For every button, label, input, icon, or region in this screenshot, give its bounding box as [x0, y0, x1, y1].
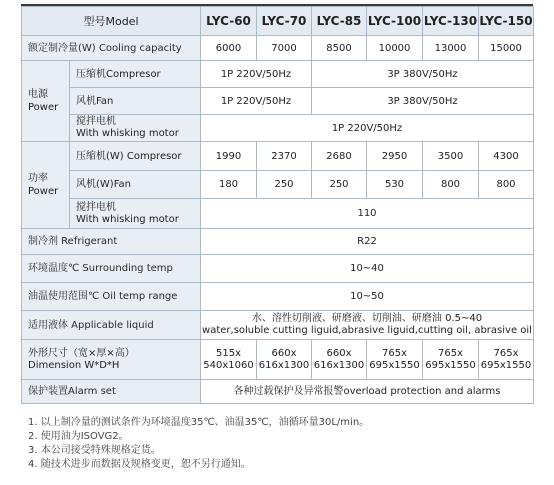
supply-compressor-label: 压缩机Compresor — [70, 61, 201, 88]
dimension-label — [22, 340, 201, 380]
table-cell: 13000 — [423, 36, 479, 61]
table-cell: 6000 — [201, 36, 257, 61]
supply-motor-label — [70, 115, 201, 142]
dim-line: 540x1060 — [203, 359, 254, 371]
table-cell — [257, 340, 312, 380]
table-cell: 800 — [423, 171, 479, 199]
model-header: LYC-130 — [423, 7, 479, 36]
table-cell: 1P 220V/50Hz — [201, 88, 312, 115]
table-cell: 530 — [367, 171, 423, 199]
table-cell: 250 — [257, 171, 312, 199]
table-cell: R22 — [201, 229, 534, 255]
rating-fan-label: 风机(W)Fan — [70, 171, 201, 199]
dimension-label-en: Dimension W*D*H — [28, 359, 120, 371]
table-cell: 3P 380V/50Hz — [312, 88, 534, 115]
table-cell: 15000 — [479, 36, 534, 61]
footnotes — [28, 416, 538, 472]
table-row — [22, 255, 534, 283]
table-row — [22, 61, 534, 88]
supply-motor-label-cn: 搅拌电机 — [76, 116, 116, 127]
table-cell: 180 — [201, 171, 257, 199]
refrigerant-label: 制冷剂 Refrigerant — [22, 229, 201, 255]
power-supply-group-line2: Power — [28, 102, 59, 113]
table-row — [22, 380, 534, 404]
model-header: LYC-70 — [257, 7, 312, 36]
table-cell: 110 — [201, 199, 534, 229]
dim-line: 660x — [271, 347, 297, 359]
table-row — [22, 88, 534, 115]
power-rating-group-line2: Power — [28, 186, 59, 197]
table-cell — [479, 340, 534, 380]
power-supply-group-line1: 电源 — [28, 89, 48, 100]
supply-fan-label: 风机Fan — [70, 88, 201, 115]
dim-line: 765x — [381, 347, 407, 359]
table-row — [22, 229, 534, 255]
dim-line: 515x — [215, 347, 241, 359]
model-header: LYC-60 — [201, 7, 257, 36]
table-cell: 4300 — [479, 142, 534, 171]
dim-line: 616x1300 — [313, 359, 365, 371]
table-header-row — [22, 7, 534, 36]
oil-temp-label: 油温使用范围℃ Oil temp range — [22, 283, 201, 311]
surrounding-temp-label: 环境温度℃ Surrounding temp — [22, 255, 201, 283]
table-cell: 1990 — [201, 142, 257, 171]
table-cell: 2370 — [257, 142, 312, 171]
rating-motor-label-cn: 搅拌电机 — [76, 201, 116, 213]
table-row — [22, 340, 534, 380]
table-cell: 8500 — [312, 36, 367, 61]
liquid-value-en: water,soluble cutting liguid,abrasive liguid,cutting oil, abrasive oil — [202, 325, 532, 336]
table-cell: 10000 — [367, 36, 423, 61]
model-header: LYC-150 — [479, 7, 534, 36]
power-rating-group-label — [22, 142, 70, 229]
footnote: 1. 以上制冷量的测试条件为环境温度35℃、油温35℃，油循环量30L/min。 — [28, 417, 370, 428]
liquid-value — [201, 311, 534, 340]
table-cell: 10~40 — [201, 255, 534, 283]
table-cell: 3P 380V/50Hz — [312, 61, 534, 88]
footnote: 4. 随技术进步而数据及规格变更，恕不另行通知。 — [28, 459, 251, 470]
dim-line: 765x — [493, 347, 519, 359]
power-supply-group-label — [22, 61, 70, 142]
table-cell: 各种过载保护及异常报警overload protection and alarms — [201, 380, 534, 404]
spec-table — [21, 6, 534, 404]
model-header: LYC-100 — [367, 7, 423, 36]
model-label: 型号Model — [22, 7, 201, 36]
supply-motor-label-en: With whisking motor — [76, 128, 179, 139]
table-cell: 800 — [479, 171, 534, 199]
dim-line: 616x1300 — [258, 359, 310, 371]
power-rating-group-line1: 功率 — [28, 173, 48, 184]
liquid-label: 适用液体 Applicable liquid — [22, 311, 201, 340]
table-row — [22, 311, 534, 340]
dimension-label-cn: 外形尺寸（宽×厚×高） — [28, 347, 135, 359]
dim-line: 660x — [326, 347, 352, 359]
model-header: LYC-85 — [312, 7, 367, 36]
dim-line: 695x1550 — [369, 359, 420, 371]
footnote: 3. 本公司接受特殊规格定货。 — [28, 445, 161, 456]
table-cell — [423, 340, 479, 380]
dim-line: 765x — [437, 347, 463, 359]
rating-motor-label-en: With whisking motor — [76, 213, 179, 225]
table-row — [22, 199, 534, 229]
table-row — [22, 142, 534, 171]
table-cell — [312, 340, 367, 380]
rating-motor-label — [70, 199, 201, 229]
alarm-label: 保护装置Alarm set — [22, 380, 201, 404]
footnote: 2. 使用油为ISOVG2。 — [28, 431, 129, 442]
table-cell: 3500 — [423, 142, 479, 171]
dim-line: 695x1550 — [480, 359, 532, 371]
table-row — [22, 283, 534, 311]
table-cell: 2680 — [312, 142, 367, 171]
table-cell — [201, 340, 257, 380]
table-cell: 2950 — [367, 142, 423, 171]
table-cell: 7000 — [257, 36, 312, 61]
table-row — [22, 171, 534, 199]
rating-compressor-label: 压缩机(W) Compresor — [70, 142, 201, 171]
table-cell: 250 — [312, 171, 367, 199]
table-cell — [367, 340, 423, 380]
table-row — [22, 36, 534, 61]
table-cell: 1P 220V/50Hz — [201, 61, 312, 88]
table-cell: 1P 220V/50Hz — [201, 115, 534, 142]
table-cell: 10~50 — [201, 283, 534, 311]
cooling-capacity-label: 额定制冷量(W) Cooling capacity — [22, 36, 201, 61]
table-row — [22, 115, 534, 142]
dim-line: 695x1550 — [425, 359, 476, 371]
liquid-value-cn: 水、溶性切削液、研磨液、切削油、研磨油 0.5~40 — [251, 313, 483, 324]
